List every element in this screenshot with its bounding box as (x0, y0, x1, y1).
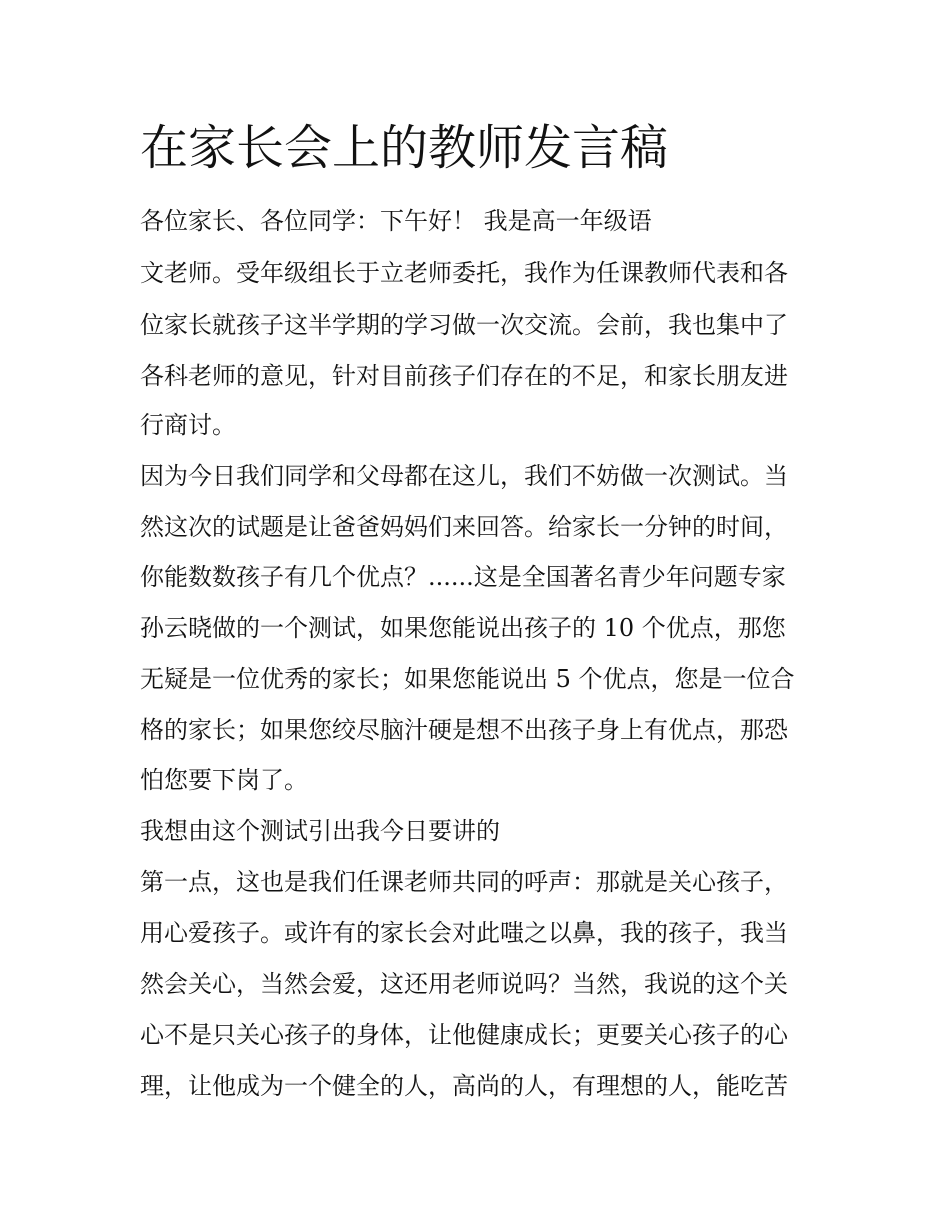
body-text-line: 理，让他成为一个健全的人，高尚的人，有理想的人，能吃苦 (140, 1072, 788, 1100)
body-text-line: 然会关心，当然会爱，这还用老师说吗？当然，我说的这个关 (140, 970, 788, 998)
body-text-line: 行商讨。 (140, 411, 236, 439)
body-text-line: 然这次的试题是让爸爸妈妈们来回答。给家长一分钟的时间， (140, 513, 788, 541)
body-text-line: 无疑是一位优秀的家长；如果您能说出 5 个优点，您是一位合 (140, 665, 795, 693)
document-title: 在家长会上的教师发言稿 (140, 120, 669, 176)
body-text-line: 文老师。受年级组长于立老师委托，我作为任课教师代表和各 (140, 259, 788, 287)
body-text-line: 用心爱孩子。或许有的家长会对此嗤之以鼻，我的孩子，我当 (140, 919, 788, 947)
body-text-line: 格的家长；如果您绞尽脑汁硬是想不出孩子身上有优点，那恐 (140, 716, 788, 744)
body-text-line: 怕您要下岗了。 (140, 766, 308, 794)
body-text-line: 我想由这个测试引出我今日要讲的 (140, 817, 500, 845)
body-text-line: 第一点，这也是我们任课老师共同的呼声：那就是关心孩子， (140, 868, 788, 896)
body-text-line: 位家长就孩子这半学期的学习做一次交流。会前，我也集中了 (140, 311, 788, 339)
body-text-line: 因为今日我们同学和父母都在这儿，我们不妨做一次测试。当 (140, 462, 788, 490)
body-text-line: 你能数数孩子有几个优点？......这是全国著名青少年问题专家 (140, 563, 786, 591)
body-text-line: 各位家长、各位同学：下午好！ 我是高一年级语 (140, 207, 652, 235)
body-text-line: 各科老师的意见，针对目前孩子们存在的不足，和家长朋友进 (140, 362, 788, 390)
body-text-line: 心不是只关心孩子的身体，让他健康成长；更要关心孩子的心 (140, 1021, 788, 1049)
body-text-line: 孙云晓做的一个测试，如果您能说出孩子的 10 个优点，那您 (140, 614, 786, 642)
